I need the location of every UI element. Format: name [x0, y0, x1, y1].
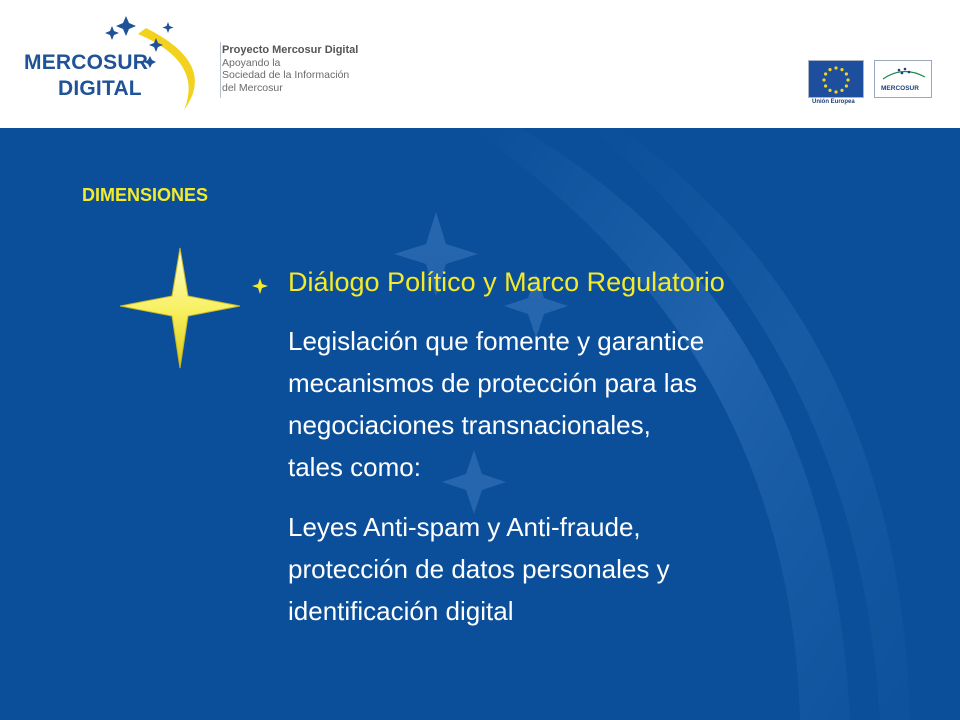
project-line: Apoyando la [222, 56, 281, 69]
header-divider [220, 42, 221, 98]
mercosur-digital-logo [18, 14, 218, 114]
paragraph-line: negociaciones transnacionales, [288, 410, 651, 440]
paragraph-line: Legislación que fomente y garantice [288, 326, 705, 356]
project-line: Proyecto Mercosur Digital [222, 44, 359, 56]
project-line: Sociedad de la Información [222, 69, 350, 81]
slide-header [0, 0, 960, 128]
project-line: del Mercosur [222, 81, 283, 94]
paragraph-laws [288, 506, 848, 632]
eu-logo [808, 60, 862, 108]
logo-text-line2: DIGITAL [58, 77, 142, 100]
paragraph-line: identificación digital [288, 596, 514, 626]
mercosur-label: MERCOSUR [881, 85, 919, 92]
mercosur-stars-icon [875, 61, 931, 85]
paragraph-legislation [288, 320, 848, 488]
four-point-star-icon [252, 278, 268, 294]
paragraph-line: tales como: [288, 452, 421, 482]
paragraph-line: mecanismos de protección para las [288, 368, 697, 398]
section-title: DIMENSIONES [82, 185, 209, 205]
paragraph-line: protección de datos personales y [288, 554, 670, 584]
logo-text-line1: MERCOSUR [24, 51, 149, 74]
eu-label: Unión Europea [812, 99, 855, 105]
mercosur-logo [874, 60, 932, 98]
project-description [222, 44, 358, 94]
decorative-star-icon [118, 246, 242, 370]
paragraph-line: Leyes Anti-spam y Anti-fraude, [288, 512, 641, 542]
slide-body [0, 128, 960, 720]
eu-flag-icon [808, 60, 864, 98]
bullet-title: Diálogo Político y Marco Regulatorio [288, 267, 725, 297]
